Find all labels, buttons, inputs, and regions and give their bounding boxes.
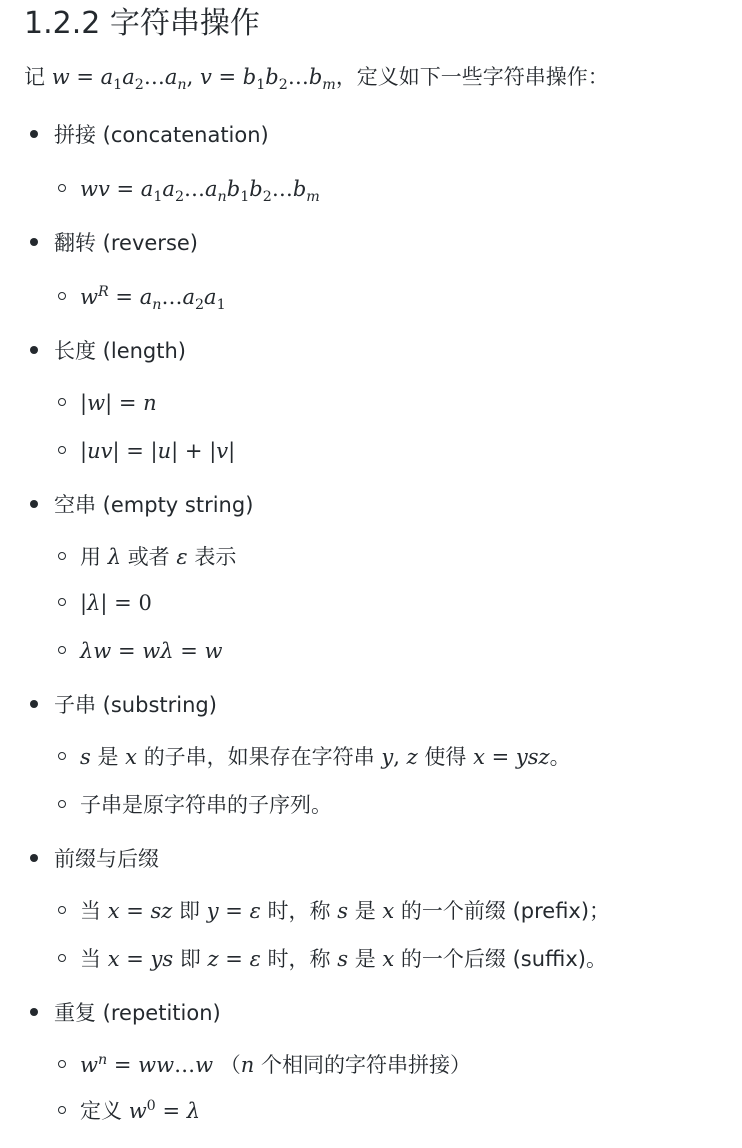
text: 个相同的字符串拼接 [261,1053,451,1077]
sublist-item [54,386,157,420]
text: 是 [354,947,376,971]
formula: |λ| = 0 [80,591,152,615]
bullet-icon [30,500,38,508]
intro-formula: $w = a_1a_2\dots a_n$, $v = b_1b_2\dots b_m$ [51,65,336,94]
text: ） [450,1053,472,1077]
circle-bullet-icon [58,598,66,606]
formula: λw = wλ = w [80,639,223,663]
text: 时，称 [267,899,331,923]
intro-prefix: 记 [24,65,45,89]
text: 即 [179,899,201,923]
circle-bullet-icon [58,184,66,192]
sublist-item: 当 x = ys 即 z = ε 时，称 s 是 x 的一个后缀 (suffix)。 [54,942,607,976]
circle-bullet-icon [58,292,66,300]
text: 即 [179,947,201,971]
intro-suffix: ，定义如下一些字符串操作： [335,65,609,89]
text: 表示 [194,545,237,569]
text: 的子串，如果存在字符串 [143,745,375,769]
text: 当 [80,899,101,923]
list-item-repetition [24,996,221,1030]
circle-bullet-icon [58,398,66,406]
sublist-item: 用 λ 或者 ε 表示 [54,540,236,574]
prefix-suffix-label: 前缀与后缀 [54,847,159,871]
list-item-reverse [24,226,198,260]
circle-bullet-icon [58,906,66,914]
formula: wv = $a_1a_2\dots a_nb_1b_2\dots b_m$ [80,177,320,206]
circle-bullet-icon [58,646,66,654]
formula: $w^R$ = $a_n\dots a_2a_1$ [80,284,226,314]
circle-bullet-icon [58,1060,66,1068]
bullet-icon [30,1008,38,1016]
text: 子串是原字符串的子序列。 [80,793,332,817]
sublist-item [54,434,235,468]
text: 用 [80,545,101,569]
intro-line [24,60,609,94]
sublist-item [54,788,332,822]
formula: |uv| = |u| + |v| [80,439,236,463]
sublist-item [54,586,152,620]
circle-bullet-icon [58,552,66,560]
text: 定义 [80,1099,122,1123]
formula: |w| = n [80,391,157,415]
text: 当 [80,947,101,971]
text: 的一个前缀 (prefix)； [400,899,611,923]
bullet-icon [30,238,38,246]
text: 。 [549,745,571,769]
empty-string-label: 空串 (empty string) [54,493,254,517]
concatenation-label: 拼接 (concatenation) [54,123,269,147]
bullet-icon [30,130,38,138]
circle-bullet-icon [58,954,66,962]
text: 或者 [127,545,170,569]
text: 是 [354,899,376,923]
list-item-empty-string [24,488,253,522]
text: 使得 [424,745,467,769]
sublist-item: s 是 x 的子串，如果存在字符串 y, z 使得 x = ysz。 [54,740,571,774]
substring-label: 子串 (substring) [54,693,217,717]
list-item-length [24,334,186,368]
sublist-item: 定义 $w^0 = \lambda$ [54,1094,200,1128]
list-item-substring [24,688,217,722]
circle-bullet-icon [58,446,66,454]
sublist-item: 当 x = sz 即 y = ε 时，称 s 是 x 的一个前缀 (prefix)； [54,894,610,928]
sublist-item [54,172,320,206]
bullet-icon [30,700,38,708]
section-heading: 1.2.2 字符串操作 [24,6,260,41]
sublist-item [54,634,222,668]
bullet-icon [30,854,38,862]
sublist-item: $w^n$ = ww…w （n 个相同的字符串拼接） [54,1048,471,1082]
text: （ [219,1053,241,1077]
bullet-icon [30,346,38,354]
circle-bullet-icon [58,1106,66,1114]
circle-bullet-icon [58,800,66,808]
text: 是 [97,745,119,769]
reverse-label: 翻转 (reverse) [54,231,198,255]
repetition-label: 重复 (repetition) [54,1001,221,1025]
list-item-concatenation [24,118,269,152]
circle-bullet-icon [58,752,66,760]
list-item-prefix-suffix [24,842,159,876]
text: 的一个后缀 (suffix)。 [400,947,607,971]
length-label: 长度 (length) [54,339,186,363]
sublist-item [54,280,226,314]
text: 时，称 [267,947,331,971]
